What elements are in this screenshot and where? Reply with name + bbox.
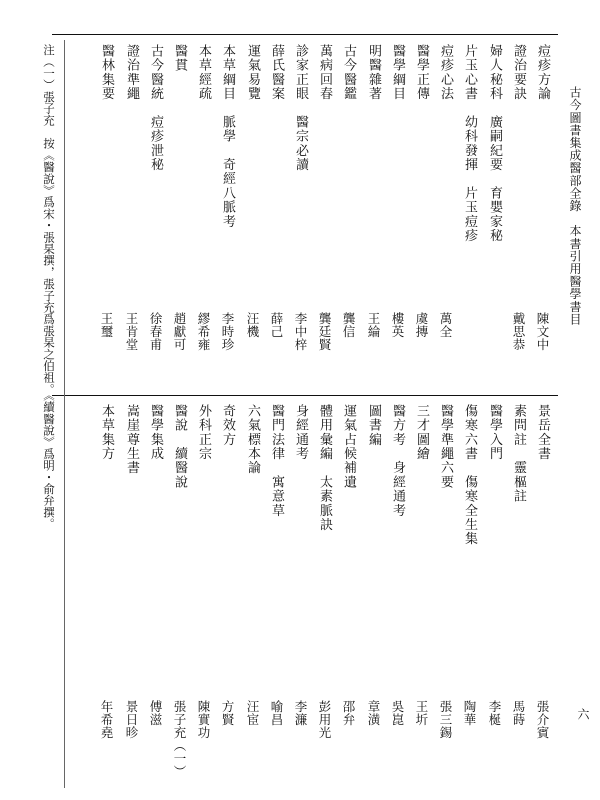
upper-book-author: 徐春甫 — [148, 312, 163, 351]
upper-book-title: 醫林集要 — [99, 44, 114, 101]
upper-book-title: 證治準繩 — [124, 44, 139, 101]
upper-book-title: 運氣易覽 — [245, 44, 260, 101]
upper-book-author: 李中梓 — [293, 312, 308, 351]
upper-book-title: 古今醫統 痘疹泄秘 — [148, 44, 163, 172]
lower-book-author: 邵弁 — [341, 700, 356, 726]
lower-book-title: 體用彙編 太素脈訣 — [317, 404, 332, 532]
upper-book-author: 虞摶 — [414, 312, 429, 338]
lower-book-title: 醫學準繩六要 — [438, 404, 453, 490]
upper-book-author: 王綸 — [366, 312, 381, 338]
lower-book-title: 外科正宗 — [196, 404, 211, 461]
lower-book-title: 三才圖繪 — [414, 404, 429, 461]
lower-book-author: 張三錫 — [438, 700, 453, 739]
lower-book-author: 張子充（一） — [172, 700, 187, 778]
upper-book-author: 繆希雍 — [196, 312, 211, 351]
lower-book-author: 王圻 — [414, 700, 429, 726]
upper-book-title: 片玉心書 幼科發揮 片玉痘疹 — [462, 44, 477, 243]
upper-book-author: 戴思恭 — [511, 312, 526, 351]
upper-book-title: 痘疹心法 — [438, 44, 453, 101]
upper-book-author: 汪機 — [245, 312, 260, 338]
lower-book-author: 方賢 — [220, 700, 235, 726]
lower-book-author: 章潢 — [366, 700, 381, 726]
upper-book-title: 醫貫 — [172, 44, 187, 73]
lower-book-author: 喻昌 — [269, 700, 284, 726]
upper-book-author: 樓英 — [390, 312, 405, 338]
upper-book-title: 本草綱目 脈學 奇經八脈考 — [220, 44, 235, 229]
lower-book-author: 汪宦 — [245, 700, 260, 726]
footnote: 注（一）張子充 按《醫說》爲宋・張杲撰，張子充爲張杲之伯祖。《續醫說》爲明・俞弁撰。 — [42, 44, 56, 530]
lower-book-title: 醫學入門 — [487, 404, 502, 461]
lower-book-author: 陶華 — [462, 700, 477, 726]
lower-book-title: 運氣占候補遺 — [341, 404, 356, 490]
lower-book-author: 馬蒔 — [511, 700, 526, 726]
upper-book-author: 萬全 — [438, 312, 453, 338]
upper-book-author: 龔廷賢 — [317, 312, 332, 351]
lower-book-title: 素問註 靈樞註 — [511, 404, 526, 504]
upper-book-title: 明醫雜著 — [366, 44, 381, 101]
upper-book-author: 薛己 — [269, 312, 284, 338]
lower-book-author: 陳實功 — [196, 700, 211, 739]
lower-book-title: 醫門法律 寓意草 — [269, 404, 284, 518]
upper-book-author: 王肯堂 — [124, 312, 139, 351]
lower-book-author: 年希堯 — [99, 700, 114, 739]
lower-book-title: 本草集方 — [99, 404, 114, 461]
lower-book-author: 傅滋 — [148, 700, 163, 726]
upper-book-title: 診家正眼 醫宗必讀 — [293, 44, 308, 172]
upper-book-author: 王璽 — [99, 312, 114, 338]
upper-book-title: 萬病回春 — [317, 44, 332, 101]
lower-book-author: 彭用光 — [317, 700, 332, 739]
upper-book-title: 痘疹方論 — [535, 44, 550, 101]
lower-book-author: 張介賓 — [535, 700, 550, 739]
upper-book-title: 醫學綱目 — [390, 44, 405, 101]
upper-book-title: 證治要訣 — [511, 44, 526, 101]
lower-book-title: 嵩崖尊生書 — [124, 404, 139, 475]
middle-rule — [52, 395, 558, 396]
lower-book-title: 醫說 續醫說 — [172, 404, 187, 490]
top-rule — [52, 34, 558, 35]
note-rule — [64, 40, 65, 788]
upper-book-title: 本草經疏 — [196, 44, 211, 101]
upper-book-title: 醫學正傳 — [414, 44, 429, 101]
lower-book-title: 圖書編 — [366, 404, 381, 447]
page-number: 六 — [576, 708, 590, 722]
upper-book-author: 陳文中 — [535, 312, 550, 351]
lower-book-title: 景岳全書 — [535, 404, 550, 461]
upper-book-title: 古今醫鑑 — [341, 44, 356, 101]
lower-book-author: 李梴 — [487, 700, 502, 726]
upper-book-title: 薛氏醫案 — [269, 44, 284, 101]
upper-book-title: 婦人秘科 廣嗣紀要 育嬰家秘 — [487, 44, 502, 243]
upper-book-author: 李時珍 — [220, 312, 235, 351]
lower-book-author: 景日昣 — [124, 700, 139, 739]
page-header-title: 古今圖書集成醫部全錄 本書引用醫學書目 — [568, 86, 582, 326]
lower-book-title: 身經通考 — [293, 404, 308, 461]
lower-book-title: 傷寒六書 傷寒全生集 — [462, 404, 477, 546]
lower-book-title: 六氣標本論 — [245, 404, 260, 475]
lower-book-author: 李濂 — [293, 700, 308, 726]
upper-book-author: 龔信 — [341, 312, 356, 338]
lower-book-title: 奇效方 — [220, 404, 235, 447]
lower-book-author: 吳崑 — [390, 700, 405, 726]
lower-book-title: 醫方考 身經通考 — [390, 404, 405, 518]
upper-book-author: 趙獻可 — [172, 312, 187, 351]
lower-book-title: 醫學集成 — [148, 404, 163, 461]
